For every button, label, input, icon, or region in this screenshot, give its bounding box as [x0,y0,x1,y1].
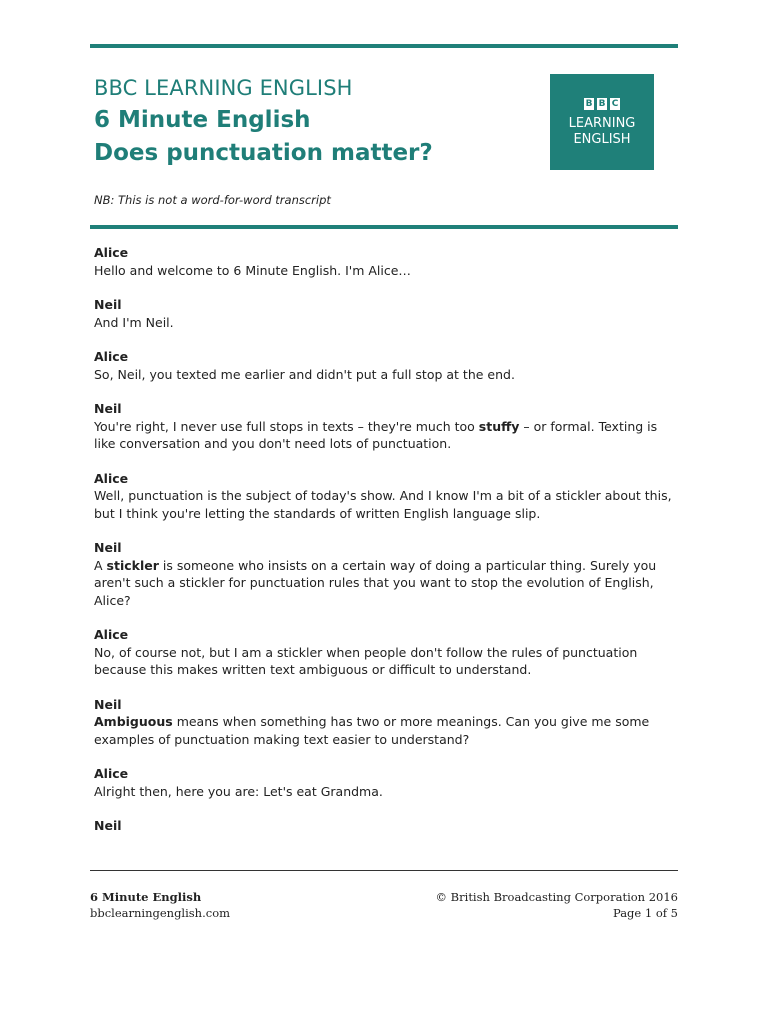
footer-program: 6 Minute English [90,890,202,904]
bbc-blocks [584,98,620,110]
speaker-text: So, Neil, you texted me earlier and didn't put a full stop at the end. [94,366,515,382]
speaker-text: Well, punctuation is the subject of today's show. And I know I'm a bit of a stickler about this, but I think you're letting the standards of written English language slip. [94,488,672,521]
speaker-name: Neil [94,818,122,833]
transcript-turn [94,348,678,383]
header-bottom-rule [90,225,678,229]
transcript-turn [94,296,678,331]
transcript-turn [94,539,678,609]
vocabulary-word: stickler [106,557,159,573]
logo-block-b2: B [598,99,606,109]
speaker-name: Neil [94,401,122,416]
program-name: 6 Minute English [94,107,311,133]
text-part: A [94,557,107,573]
speaker-name: Neil [94,297,122,312]
footer-rule [90,870,678,871]
speaker-text: And I'm Neil. [94,314,174,330]
logo-text [550,116,654,148]
logo-block-c: C [611,99,619,109]
text-part: You're right, I never use full stops in texts – they're much too [94,418,479,434]
speaker-name: Alice [94,470,129,486]
speaker-name: Alice [94,349,129,364]
page-number: Page 1 of 5 [612,906,678,920]
vocabulary-word: Ambiguous [94,714,173,729]
episode-title: Does punctuation matter? [94,140,433,166]
document-header [94,74,534,170]
speaker-text [94,418,678,453]
series-name: BBC LEARNING ENGLISH [94,76,353,100]
footer-right [436,889,678,921]
text-part: is someone who insists on a certain way of doing a particular thing. Surely you aren't such a stickler for punctuation rules that you want to stop the evolution of English, Alice? [94,557,657,608]
transcript-turn [94,696,678,749]
text-part: – or formal. Texting is like conversation and you don't need lots of punctuation. [94,418,658,451]
transcript-turn [94,400,678,453]
transcript-turn [94,626,678,679]
speaker-name: Alice [94,245,129,260]
speaker-name: Neil [94,540,122,555]
logo-line-1: LEARNING [568,116,636,131]
vocabulary-word: stuffy [478,418,520,434]
transcript [94,244,678,852]
speaker-name: Neil [94,696,122,712]
logo-line-2: ENGLISH [573,132,631,147]
footer-left [90,889,230,921]
bbc-learning-english-logo [550,74,654,170]
transcript-turn [94,817,678,835]
logo-block-b1: B [585,99,593,109]
speaker-text: Alright then, here you are: Let's eat Grandma. [94,783,383,799]
speaker-name: Alice [94,627,129,642]
transcript-turn [94,244,678,279]
text-part: means when something has two or more meanings. Can you give me some examples of punctuation making text easier to understand? [94,714,650,747]
transcript-turn [94,765,678,800]
footer-copyright: © British Broadcasting Corporation 2016 [435,890,678,904]
speaker-text: Hello and welcome to 6 Minute English. I'm Alice… [94,262,411,278]
speaker-text [94,713,678,748]
speaker-text: No, of course not, but I am a stickler when people don't follow the rules of punctuation because this makes written text ambiguous or difficult to understand. [94,644,638,677]
transcript-turn [94,470,678,523]
transcript-note: NB: This is not a word-for-word transcript [94,193,331,207]
speaker-text [94,557,678,610]
header-top-rule [90,44,678,48]
speaker-name: Alice [94,766,129,781]
footer-site: bbclearningenglish.com [90,906,231,920]
